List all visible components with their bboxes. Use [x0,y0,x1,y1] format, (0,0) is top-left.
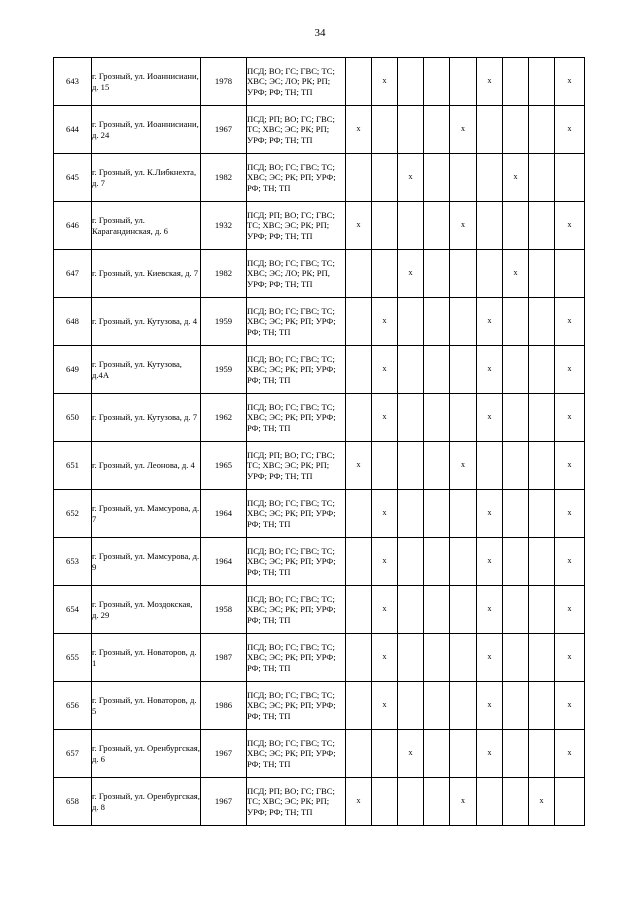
mark-cell [450,154,477,202]
year-cell: 1962 [201,394,247,442]
codes-cell: ПСД; ВО; ГС; ГВС; ТС; ХВС; ЭС; РК; РП; УРФ; РФ; ТН; ТП [247,490,346,538]
year-cell: 1978 [201,58,247,106]
mark-cell [477,490,503,538]
mark-cell [450,634,477,682]
mark-cell [555,778,585,826]
mark-cell [477,634,503,682]
codes-cell: ПСД; ВО; ГС; ГВС; ТС; ХВС; ЭС; РК; РП; УРФ; РФ; ТН; ТП [247,586,346,634]
row-number: 655 [54,634,92,682]
check-mark: x [567,220,572,230]
year-cell: 1987 [201,634,247,682]
mark-cell [503,346,529,394]
check-mark: x [382,412,387,422]
mark-cell [450,298,477,346]
mark-cell [424,154,450,202]
mark-cell [529,298,555,346]
year-cell: 1964 [201,538,247,586]
mark-cell [503,730,529,778]
mark-cell [503,250,529,298]
mark-cell [503,394,529,442]
check-mark: x [513,172,518,182]
check-mark: x [487,556,492,566]
check-mark: x [356,460,361,470]
row-number: 644 [54,106,92,154]
address-cell: г. Грозный, ул. Иоаннисиани, д. 24 [92,106,201,154]
mark-cell [555,538,585,586]
mark-cell [450,346,477,394]
mark-cell [503,202,529,250]
building-registry-table [53,57,585,826]
codes-cell: ПСД; РП; ВО; ГС; ГВС; ТС; ХВС; ЭС; РК; РП; УРФ; РФ; ТН; ТП [247,202,346,250]
year-cell: 1967 [201,730,247,778]
row-number: 646 [54,202,92,250]
codes-cell: ПСД; РП; ВО; ГС; ГВС; ТС; ХВС; ЭС; РК; РП; УРФ; РФ; ТН; ТП [247,442,346,490]
mark-cell [372,490,398,538]
codes-cell: ПСД; ВО; ГС; ГВС; ТС; ХВС; ЭС; РК; РП; УРФ; РФ; ТН; ТП [247,682,346,730]
codes-cell: ПСД; ВО; ГС; ГВС; ТС; ХВС; ЭС; ЛО; РК; РП; УРФ; РФ; ТН; ТП [247,58,346,106]
check-mark: x [461,220,465,230]
check-mark: x [567,700,572,710]
check-mark: x [408,268,413,278]
mark-cell [450,778,477,826]
check-mark: x [356,796,361,806]
mark-cell [398,586,424,634]
mark-cell [529,250,555,298]
mark-cell [424,106,450,154]
row-number: 648 [54,298,92,346]
check-mark: x [487,700,492,710]
mark-cell [372,58,398,106]
mark-cell [477,202,503,250]
mark-cell [424,394,450,442]
mark-cell [372,154,398,202]
row-number: 643 [54,58,92,106]
mark-cell [346,250,372,298]
mark-cell [503,106,529,154]
check-mark: x [567,364,572,374]
mark-cell [555,154,585,202]
mark-cell [450,250,477,298]
mark-cell [372,634,398,682]
mark-cell [450,394,477,442]
check-mark: x [487,652,492,662]
check-mark: x [408,172,413,182]
address-cell: г. Грозный, ул. К.Либкнехта, д. 7 [92,154,201,202]
mark-cell [424,586,450,634]
year-cell: 1958 [201,586,247,634]
address-cell: г. Грозный, ул. Оренбургская, д. 8 [92,778,201,826]
mark-cell [555,442,585,490]
check-mark: x [382,556,387,566]
mark-cell [450,490,477,538]
mark-cell [398,154,424,202]
codes-cell: ПСД; ВО; ГС; ГВС; ТС; ХВС; ЭС; РК; РП; УРФ; РФ; ТН; ТП [247,154,346,202]
check-mark: x [539,796,544,806]
address-cell: г. Грозный, ул. Кутузова, д.4А [92,346,201,394]
mark-cell [555,394,585,442]
year-cell: 1959 [201,298,247,346]
check-mark: x [461,460,465,470]
row-number: 657 [54,730,92,778]
address-cell: г. Грозный, ул. Леонова, д. 4 [92,442,201,490]
address-cell: г. Грозный, ул. Мамсурова, д. 9 [92,538,201,586]
check-mark: x [487,508,492,518]
mark-cell [450,58,477,106]
check-mark: x [567,316,572,326]
mark-cell [555,634,585,682]
mark-cell [424,442,450,490]
mark-cell [346,394,372,442]
check-mark: x [567,460,572,470]
table-row [54,346,585,394]
codes-cell: ПСД; ВО; ГС; ГВС; ТС; ХВС; ЭС; РК; РП; УРФ; РФ; ТН; ТП [247,634,346,682]
check-mark: x [567,556,572,566]
mark-cell [346,202,372,250]
mark-cell [529,346,555,394]
check-mark: x [567,412,572,422]
mark-cell [529,730,555,778]
mark-cell [529,634,555,682]
year-cell: 1986 [201,682,247,730]
check-mark: x [567,652,572,662]
year-cell: 1982 [201,250,247,298]
mark-cell [398,730,424,778]
mark-cell [450,730,477,778]
check-mark: x [461,796,465,806]
mark-cell [424,250,450,298]
mark-cell [555,490,585,538]
check-mark: x [382,508,387,518]
check-mark: x [487,604,492,614]
mark-cell [372,682,398,730]
mark-cell [477,154,503,202]
mark-cell [346,154,372,202]
mark-cell [398,346,424,394]
table-row [54,106,585,154]
address-cell: г. Грозный, ул. Кутузова, д. 7 [92,394,201,442]
mark-cell [503,682,529,730]
mark-cell [372,442,398,490]
address-cell: г. Грозный, ул. Новаторов, д. 1 [92,634,201,682]
mark-cell [346,538,372,586]
address-cell: г. Грозный, ул. Мамсурова, д. 7 [92,490,201,538]
table-row [54,586,585,634]
mark-cell [346,634,372,682]
mark-cell [372,538,398,586]
codes-cell: ПСД; ВО; ГС; ГВС; ТС; ХВС; ЭС; РК; РП; УРФ; РФ; ТН; ТП [247,346,346,394]
codes-cell: ПСД; РП; ВО; ГС; ГВС; ТС; ХВС; ЭС; РК; РП; УРФ; РФ; ТН; ТП [247,106,346,154]
codes-cell: ПСД; ВО; ГС; ГВС; ТС; ХВС; ЭС; ЛО; РК; РП, УРФ; РФ; ТН; ТП [247,250,346,298]
mark-cell [450,202,477,250]
row-number: 645 [54,154,92,202]
row-number: 653 [54,538,92,586]
year-cell: 1964 [201,490,247,538]
year-cell: 1932 [201,202,247,250]
mark-cell [555,346,585,394]
address-cell: г. Грозный, ул. Новаторов, д. 5 [92,682,201,730]
check-mark: x [487,748,492,758]
row-number: 650 [54,394,92,442]
table-row [54,58,585,106]
address-cell: г. Грозный, ул. Киевская, д. 7 [92,250,201,298]
mark-cell [529,394,555,442]
mark-cell [529,442,555,490]
mark-cell [398,202,424,250]
mark-cell [555,250,585,298]
mark-cell [529,682,555,730]
year-cell: 1967 [201,106,247,154]
check-mark: x [382,364,387,374]
mark-cell [372,202,398,250]
mark-cell [529,106,555,154]
mark-cell [503,154,529,202]
mark-cell [477,106,503,154]
mark-cell [503,538,529,586]
mark-cell [398,490,424,538]
table-row [54,778,585,826]
mark-cell [450,106,477,154]
mark-cell [346,58,372,106]
check-mark: x [487,364,492,374]
mark-cell [346,346,372,394]
mark-cell [372,106,398,154]
mark-cell [477,442,503,490]
mark-cell [372,730,398,778]
year-cell: 1959 [201,346,247,394]
check-mark: x [382,76,387,86]
mark-cell [555,202,585,250]
mark-cell [372,778,398,826]
check-mark: x [513,268,518,278]
check-mark: x [461,124,465,134]
mark-cell [529,490,555,538]
codes-cell: ПСД; ВО; ГС; ГВС; ТС; ХВС; ЭС; РК; РП; УРФ; РФ; ТН; ТП [247,538,346,586]
mark-cell [346,490,372,538]
mark-cell [503,586,529,634]
row-number: 652 [54,490,92,538]
mark-cell [398,682,424,730]
mark-cell [477,394,503,442]
mark-cell [450,538,477,586]
codes-cell: ПСД; ВО; ГС; ГВС; ТС; ХВС; ЭС; РК; РП; УРФ; РФ; ТН; ТП [247,730,346,778]
mark-cell [424,778,450,826]
mark-cell [450,586,477,634]
codes-cell: ПСД; РП; ВО; ГС; ГВС; ТС; ХВС; ЭС; РК; РП; УРФ; РФ; ТН; ТП [247,778,346,826]
check-mark: x [356,220,361,230]
address-cell: г. Грозный, ул. Оренбургская, д. 6 [92,730,201,778]
mark-cell [398,58,424,106]
mark-cell [503,442,529,490]
row-number: 651 [54,442,92,490]
address-cell: г. Грозный, ул. Иоаннисиани, д. 15 [92,58,201,106]
check-mark: x [567,124,572,134]
mark-cell [424,58,450,106]
check-mark: x [382,316,387,326]
table-row [54,442,585,490]
mark-cell [503,58,529,106]
year-cell: 1965 [201,442,247,490]
mark-cell [477,730,503,778]
table-row [54,298,585,346]
codes-cell: ПСД; ВО; ГС; ГВС; ТС; ХВС; ЭС; РК; РП; УРФ; РФ; ТН; ТП [247,394,346,442]
mark-cell [503,298,529,346]
mark-cell [477,682,503,730]
mark-cell [477,346,503,394]
mark-cell [477,586,503,634]
year-cell: 1982 [201,154,247,202]
row-number: 649 [54,346,92,394]
check-mark: x [567,604,572,614]
mark-cell [503,778,529,826]
mark-cell [555,298,585,346]
mark-cell [346,106,372,154]
check-mark: x [382,604,387,614]
mark-cell [424,730,450,778]
mark-cell [555,586,585,634]
table-row [54,634,585,682]
mark-cell [424,682,450,730]
mark-cell [398,778,424,826]
table-row [54,682,585,730]
mark-cell [477,58,503,106]
mark-cell [555,58,585,106]
mark-cell [346,682,372,730]
year-cell: 1967 [201,778,247,826]
mark-cell [477,250,503,298]
mark-cell [346,730,372,778]
mark-cell [398,634,424,682]
mark-cell [372,586,398,634]
row-number: 647 [54,250,92,298]
check-mark: x [487,316,492,326]
mark-cell [424,346,450,394]
row-number: 658 [54,778,92,826]
check-mark: x [567,748,572,758]
mark-cell [346,442,372,490]
mark-cell [477,778,503,826]
codes-cell: ПСД; ВО; ГС; ГВС; ТС; ХВС; ЭС; РК; РП; УРФ; РФ; ТН; ТП [247,298,346,346]
mark-cell [529,202,555,250]
table-row [54,154,585,202]
mark-cell [555,730,585,778]
mark-cell [372,394,398,442]
check-mark: x [408,748,413,758]
address-cell: г. Грозный, ул. Кутузова, д. 4 [92,298,201,346]
row-number: 656 [54,682,92,730]
check-mark: x [567,76,572,86]
mark-cell [529,154,555,202]
mark-cell [529,586,555,634]
table-row [54,538,585,586]
mark-cell [346,586,372,634]
mark-cell [424,490,450,538]
check-mark: x [382,652,387,662]
mark-cell [529,778,555,826]
mark-cell [450,442,477,490]
page-number: 34 [314,27,326,39]
mark-cell [398,250,424,298]
mark-cell [477,538,503,586]
table-row [54,202,585,250]
mark-cell [424,634,450,682]
table-row [54,250,585,298]
mark-cell [398,538,424,586]
mark-cell [372,346,398,394]
mark-cell [450,682,477,730]
row-number: 654 [54,586,92,634]
mark-cell [424,202,450,250]
mark-cell [555,682,585,730]
mark-cell [424,538,450,586]
table-row [54,490,585,538]
mark-cell [503,634,529,682]
mark-cell [346,778,372,826]
mark-cell [372,250,398,298]
check-mark: x [567,508,572,518]
mark-cell [477,298,503,346]
mark-cell [398,106,424,154]
mark-cell [346,298,372,346]
mark-cell [529,538,555,586]
mark-cell [529,58,555,106]
check-mark: x [487,412,492,422]
mark-cell [372,298,398,346]
mark-cell [398,442,424,490]
mark-cell [398,298,424,346]
check-mark: x [356,124,361,134]
address-cell: г. Грозный, ул. Карагандинская, д. 6 [92,202,201,250]
address-cell: г. Грозный, ул. Моздокская, д. 29 [92,586,201,634]
mark-cell [555,106,585,154]
check-mark: x [382,700,387,710]
check-mark: x [487,76,492,86]
mark-cell [503,490,529,538]
mark-cell [424,298,450,346]
mark-cell [398,394,424,442]
table-row [54,394,585,442]
table-row [54,730,585,778]
